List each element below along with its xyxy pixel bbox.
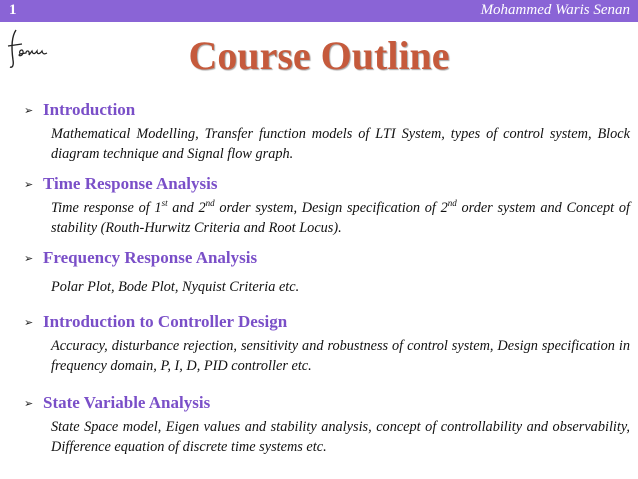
- section-time-response: [24, 173, 630, 238]
- section-title: Introduction to Controller Design: [43, 312, 288, 331]
- arrow-bullet-icon: ➢: [24, 251, 34, 265]
- section-body: Time response of 1st and 2nd order system, Design specification of 2nd order system and Concept of stability (Routh-Hurwitz Criteria and Root Locus).: [51, 198, 630, 236]
- section-title: Frequency Response Analysis: [43, 248, 258, 267]
- section-body: State Space model, Eigen values and stability analysis, concept of controllability and observability, Difference equation of discrete time systems etc.: [51, 419, 630, 455]
- slide-number: 1: [9, 2, 17, 18]
- section-title: Time Response Analysis: [43, 174, 218, 193]
- section-state-variable: [24, 392, 630, 457]
- section-controller-design: [24, 311, 630, 376]
- arrow-bullet-icon: ➢: [24, 396, 34, 410]
- author-name: Mohammed Waris Senan: [480, 2, 630, 18]
- arrow-bullet-icon: ➢: [24, 103, 34, 117]
- section-title: State Variable Analysis: [43, 393, 211, 412]
- section-title: Introduction: [43, 100, 136, 119]
- section-frequency-response: [24, 247, 630, 297]
- section-body: Polar Plot, Bode Plot, Nyquist Criteria etc.: [51, 279, 300, 295]
- section-body: Accuracy, disturbance rejection, sensitivity and robustness of control system, Design specification in frequency domain, P, I, D, PID controller etc.: [51, 338, 630, 374]
- arrow-bullet-icon: ➢: [24, 177, 34, 191]
- section-body: Mathematical Modelling, Transfer function models of LTI System, types of control system, Block diagram technique and Signal flow graph.: [51, 126, 630, 162]
- slide-title: Course Outline: [188, 33, 450, 78]
- header-bar: [0, 0, 638, 22]
- section-introduction: [24, 99, 630, 164]
- arrow-bullet-icon: ➢: [24, 315, 34, 329]
